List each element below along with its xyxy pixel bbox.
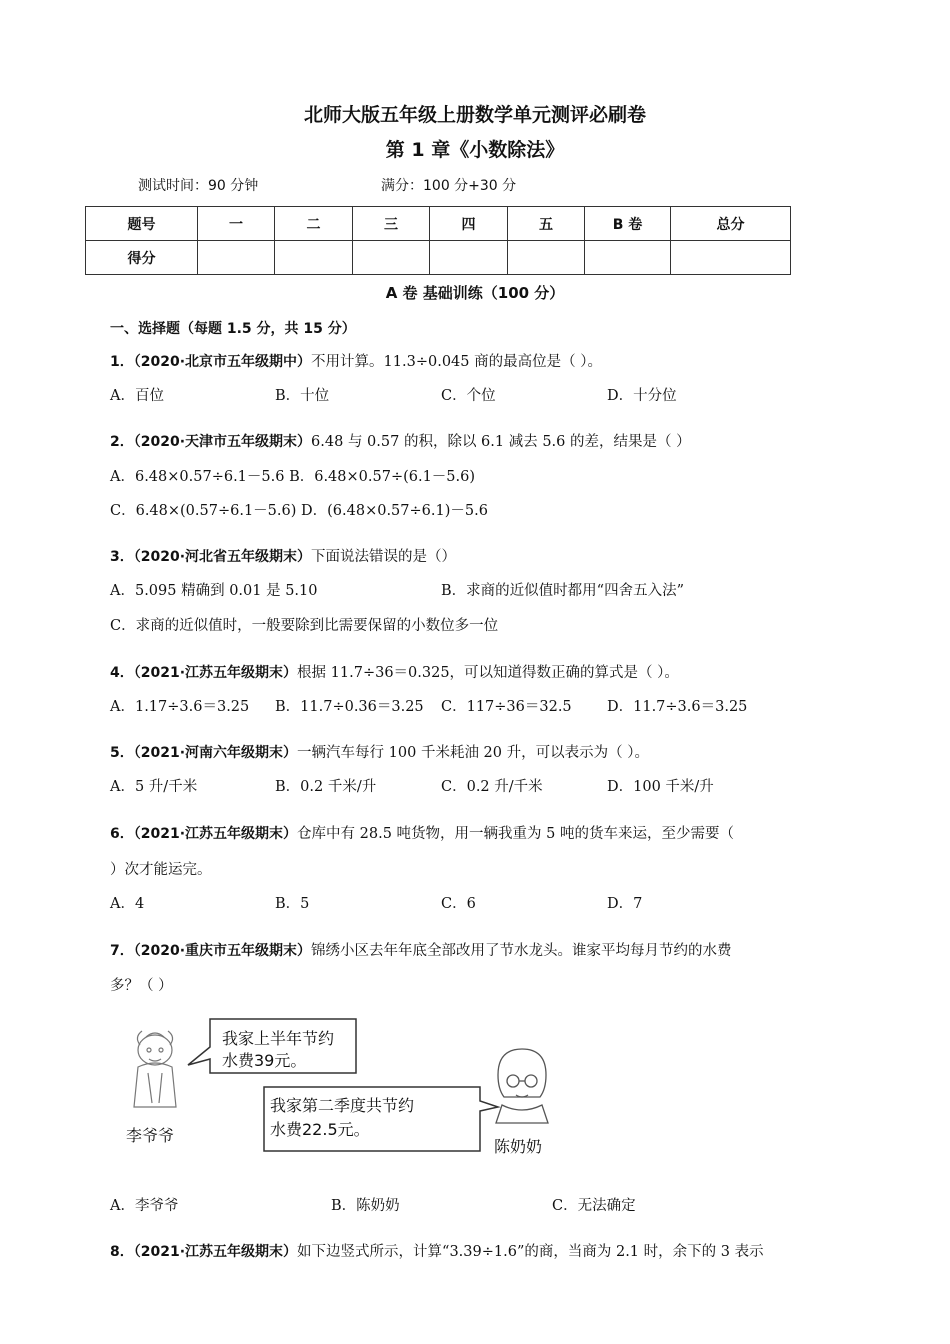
option-c[interactable]: C．个位 [441, 388, 496, 404]
question-source: （2021·江苏五年级期末） [133, 826, 298, 842]
question-number: 1． [110, 354, 134, 370]
question-8 [110, 1240, 764, 1261]
question-6-continued: ）次才能运完。 [110, 862, 212, 878]
question-source: （2020·河北省五年级期末） [133, 549, 312, 565]
question-number: 7． [110, 943, 134, 959]
table-header-cell: 五 [508, 207, 585, 241]
question-6 [110, 822, 734, 843]
score-table [85, 206, 791, 275]
question-source: （2020·天津市五年级期末） [133, 434, 312, 450]
table-header-cell: 三 [353, 207, 430, 241]
table-header-cell: 一 [198, 207, 275, 241]
speech-bubble-illustration [118, 1015, 588, 1175]
option-c[interactable]: C．0.2 升/千米 [441, 779, 543, 795]
question-text: 一辆汽车每行 100 千米耗油 20 升，可以表示为（ ）。 [297, 745, 649, 761]
bubble-2-line-1: 我家第二季度共节约 [270, 1096, 415, 1115]
question-number: 2． [110, 434, 134, 450]
question-number: 4． [110, 665, 134, 681]
grandpa-figure [134, 1031, 176, 1107]
option-a[interactable]: A．李爷爷 [110, 1198, 179, 1214]
question-4 [110, 661, 679, 682]
option-b[interactable]: B．11.7÷0.36＝3.25 [275, 699, 424, 715]
bubble-1-line-1: 我家上半年节约 [222, 1029, 335, 1048]
question-source: （2021·江苏五年级期末） [133, 665, 298, 681]
question-2 [110, 430, 691, 451]
option-d[interactable]: D．7 [607, 896, 643, 912]
question-1 [110, 350, 602, 371]
option-b[interactable]: B．0.2 千米/升 [275, 779, 377, 795]
chapter-title: 第 1 章《小数除法》 [385, 139, 565, 161]
full-score: 满分：100 分+30 分 [381, 178, 517, 194]
score-cell [275, 241, 353, 275]
question-7-continued: 多？（ ） [110, 978, 173, 994]
grandma-figure [496, 1049, 548, 1123]
table-header-cell: 四 [430, 207, 508, 241]
question-text: 不用计算。11.3÷0.045 商的最高位是（ ）。 [311, 354, 602, 370]
option-b[interactable]: B．十位 [275, 388, 330, 404]
table-header-cell: B 卷 [585, 207, 671, 241]
table-header-cell: 二 [275, 207, 353, 241]
options-ab[interactable]: A．6.48×0.57÷6.1－5.6 B．6.48×0.57÷(6.1－5.6) [110, 469, 476, 485]
question-source: （2021·河南六年级期末） [133, 745, 298, 761]
question-number: 6． [110, 826, 134, 842]
score-cell [198, 241, 275, 275]
score-cell [671, 241, 791, 275]
doc-title: 北师大版五年级上册数学单元测评必刷卷 [303, 104, 646, 126]
option-a[interactable]: A．5 升/千米 [110, 779, 198, 795]
option-d[interactable]: D．十分位 [607, 388, 677, 404]
option-b[interactable]: B．陈奶奶 [331, 1198, 400, 1214]
table-row-label: 得分 [86, 241, 198, 275]
table-header-cell: 总分 [671, 207, 791, 241]
question-text: 6.48 与 0.57 的积，除以 6.1 减去 5.6 的差，结果是（ ） [311, 434, 691, 450]
score-cell [353, 241, 430, 275]
option-a[interactable]: A．5.095 精确到 0.01 是 5.10 [110, 583, 318, 599]
options-cd[interactable]: C．6.48×(0.57÷6.1－5.6) D．(6.48×0.57÷6.1)－5.6 [110, 503, 488, 519]
question-text: 如下边竖式所示，计算“3.39÷1.6”的商，当商为 2.1 时，余下的 3 表示 [297, 1244, 764, 1260]
bubble-2-line-2: 水费22.5元。 [270, 1120, 370, 1139]
option-c[interactable]: C．无法确定 [552, 1198, 636, 1214]
bubble-1-line-2: 水费39元。 [222, 1051, 307, 1070]
score-table-score-row [86, 241, 791, 275]
question-text: 下面说法错误的是（） [311, 549, 457, 565]
question-source: （2020·北京市五年级期中） [133, 354, 312, 370]
question-text: 仓库中有 28.5 吨货物，用一辆我重为 5 吨的货车来运，至少需要（ [297, 826, 734, 842]
question-3 [110, 545, 456, 566]
option-c[interactable]: C．117÷36＝32.5 [441, 699, 572, 715]
option-d[interactable]: D．11.7÷3.6＝3.25 [607, 699, 748, 715]
score-cell [585, 241, 671, 275]
person-label-grandpa: 李爷爷 [126, 1126, 175, 1145]
option-d[interactable]: D．100 千米/升 [607, 779, 714, 795]
option-c[interactable]: C．求商的近似值时，一般要除到比需要保留的小数位多一位 [110, 618, 499, 634]
part-one-title: 一、选择题（每题 1.5 分，共 15 分） [110, 321, 356, 337]
question-number: 8． [110, 1244, 134, 1260]
question-7 [110, 939, 732, 960]
option-c[interactable]: C．6 [441, 896, 476, 912]
score-cell [508, 241, 585, 275]
question-source: （2021·江苏五年级期末） [133, 1244, 298, 1260]
test-time: 测试时间：90 分钟 [138, 178, 259, 194]
person-label-grandma: 陈奶奶 [494, 1137, 543, 1156]
question-text: 锦绣小区去年年底全部改用了节水龙头。谁家平均每月节约的水费 [311, 943, 732, 959]
question-number: 3． [110, 549, 134, 565]
question-number: 5． [110, 745, 134, 761]
score-cell [430, 241, 508, 275]
option-b[interactable]: B．求商的近似值时都用“四舍五入法” [441, 583, 684, 599]
option-a[interactable]: A．1.17÷3.6＝3.25 [110, 699, 250, 715]
question-5 [110, 741, 649, 762]
question-text: 根据 11.7÷36＝0.325，可以知道得数正确的算式是（ ）。 [297, 665, 679, 681]
option-a[interactable]: A．4 [110, 896, 145, 912]
table-header-cell: 题号 [86, 207, 198, 241]
option-a[interactable]: A．百位 [110, 388, 164, 404]
option-b[interactable]: B．5 [275, 896, 310, 912]
score-table-header-row [86, 207, 791, 241]
section-a-title: A 卷 基础训练（100 分） [385, 284, 565, 302]
question-source: （2020·重庆市五年级期末） [133, 943, 312, 959]
